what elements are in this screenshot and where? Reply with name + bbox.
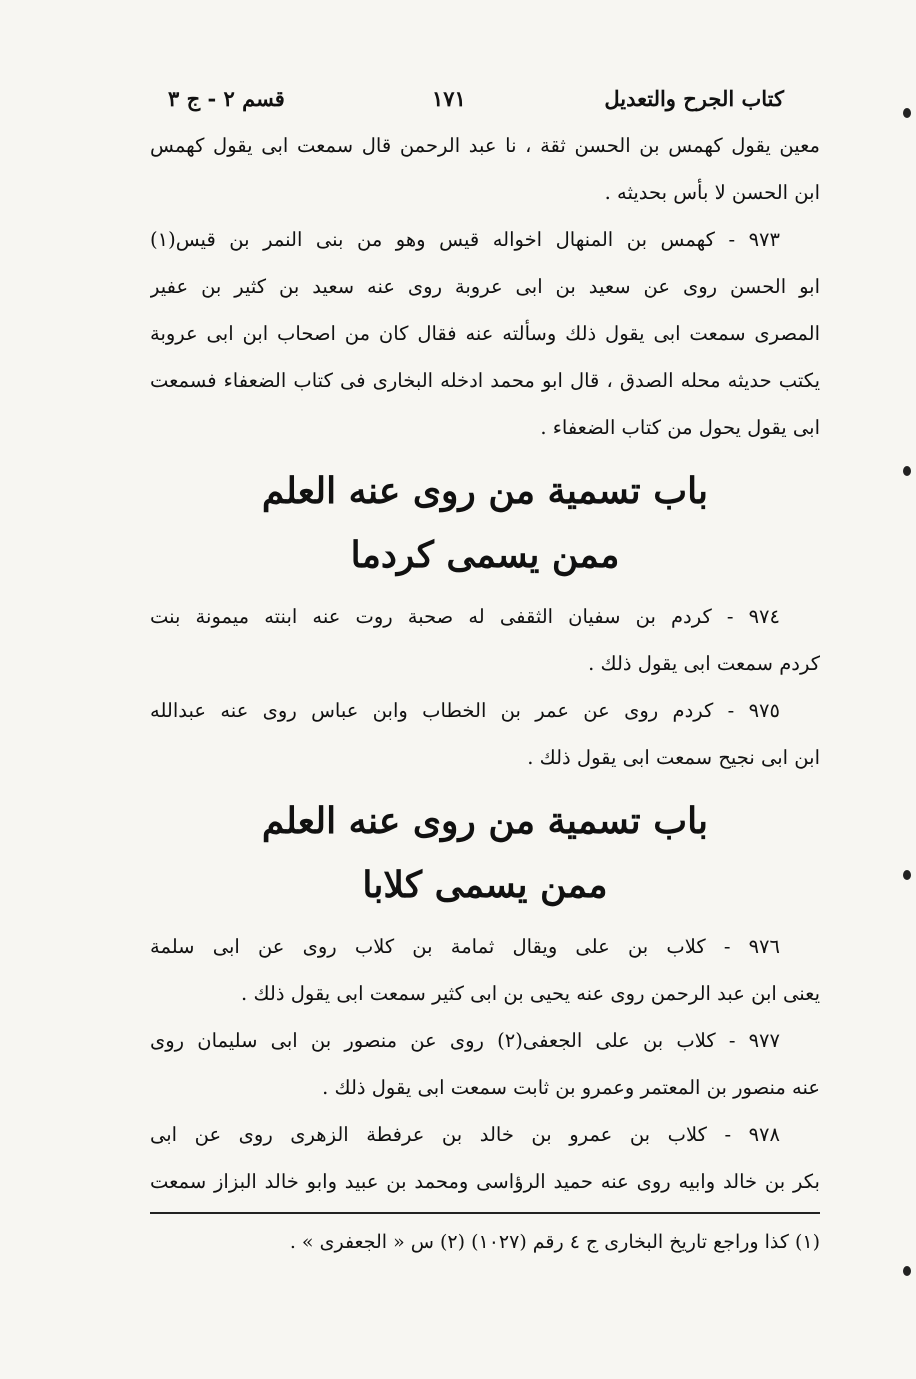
- margin-mark: [903, 870, 911, 880]
- entry-975: [150, 687, 820, 781]
- text-line: ٩٧٥ - كردم روى عن عمر بن الخطاب وابن عباس روى عنه عبدالله: [150, 699, 780, 722]
- chapter-heading: [150, 789, 820, 917]
- heading-line: باب تسمية من روى عنه العلم: [261, 470, 709, 512]
- margin-mark: [903, 466, 911, 476]
- text-line: عنه منصور بن المعتمر وعمرو بن ثابت سمعت ابى يقول ذلك .: [322, 1076, 820, 1099]
- part-volume-label: قسم ٢ - ج ٣: [168, 86, 285, 111]
- footnotes: [150, 1212, 820, 1264]
- margin-mark: [903, 1266, 911, 1276]
- text-line: معين يقول كهمس بن الحسن ثقة ، نا عبد الرحمن قال سمعت ابى يقول كهمس: [150, 134, 820, 157]
- entry-978: [150, 1111, 820, 1205]
- entry-977: [150, 1017, 820, 1111]
- entry-976: [150, 923, 820, 1017]
- text-line: ابن ابى نجيح سمعت ابى يقول ذلك .: [527, 746, 820, 769]
- entry-974: [150, 593, 820, 687]
- margin-mark: [903, 108, 911, 118]
- text-line: يكتب حديثه محله الصدق ، قال ابو محمد ادخله البخارى فى كتاب الضعفاء فسمعت: [150, 369, 820, 392]
- heading-line: ممن يسمى كلابا: [362, 864, 608, 906]
- running-title: كتاب الجرح والتعديل: [604, 86, 784, 111]
- page-number: ١٧١: [432, 86, 466, 111]
- text-line: بكر بن خالد وابيه روى عنه حميد الرؤاسى ومحمد بن عبيد وابو خالد البزاز سمعت: [150, 1170, 820, 1193]
- text-line: ابى يقول يحول من كتاب الضعفاء .: [540, 416, 820, 439]
- text-line: ٩٧٣ - كهمس بن المنهال اخواله قيس وهو من بنى النمر بن قيس(١): [150, 228, 780, 251]
- text-line: يعنى ابن عبد الرحمن روى عنه يحيى بن ابى كثير سمعت ابى يقول ذلك .: [241, 982, 820, 1005]
- text-line: ٩٧٤ - كردم بن سفيان الثقفى له صحبة روت عنه ابنته ميمونة بنت: [150, 605, 780, 628]
- text-line: ابن الحسن لا بأس بحديثه .: [604, 181, 820, 204]
- continuation-paragraph: [150, 122, 820, 216]
- text-line: كردم سمعت ابى يقول ذلك .: [588, 652, 820, 675]
- book-page: [150, 80, 820, 1205]
- heading-line: باب تسمية من روى عنه العلم: [261, 800, 709, 842]
- page-header: [150, 80, 820, 122]
- entry-973: [150, 216, 820, 451]
- text-line: ابو الحسن روى عن سعيد بن ابى عروبة روى عنه سعيد بن كثير بن عفير: [150, 275, 820, 298]
- chapter-heading: [150, 459, 820, 587]
- footnote-line: (١) كذا وراجع تاريخ البخارى ج ٤ رقم (١٠٢٧) (٢) س « الجعفرى » .: [289, 1231, 820, 1253]
- text-line: ٩٧٦ - كلاب بن على ويقال ثمامة بن كلاب روى عن ابى سلمة: [150, 935, 780, 958]
- text-line: ٩٧٧ - كلاب بن على الجعفى(٢) روى عن منصور بن ابى سليمان روى: [150, 1029, 780, 1052]
- heading-line: ممن يسمى كردما: [350, 534, 620, 576]
- text-line: ٩٧٨ - كلاب بن عمرو بن خالد بن عرفطة الزهرى روى عن ابى: [150, 1123, 780, 1146]
- text-line: المصرى سمعت ابى يقول ذلك وسألته عنه فقال كان من اصحاب ابن ابى عروبة: [150, 322, 820, 345]
